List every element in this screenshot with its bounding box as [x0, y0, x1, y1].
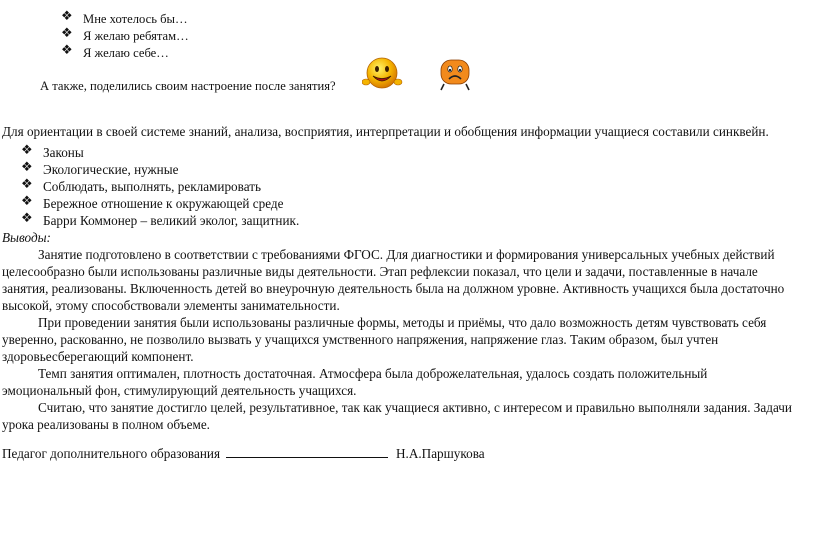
diamond-bullet-icon	[22, 182, 33, 193]
signature-line	[2, 445, 485, 462]
sinkwein-list-text: Соблюдать, выполнять, рекламировать	[43, 179, 261, 194]
happy-smiley-icon	[362, 56, 404, 92]
paragraph-line: занятия, реализованы. Включенность детей во внеурочную деятельность была на должном уровне. Активность учащихся была достаточно	[2, 281, 785, 296]
paragraph-line: эмоциональный фон, стимулирующий деятельность учащихся.	[2, 383, 357, 398]
paragraph-line: целесообразно были использованы различные виды деятельности. Этап рефлексии показал, что цели и задачи, поставленные в начале	[2, 264, 758, 279]
sinkwein-list-item	[22, 162, 178, 178]
top-list-text: Я желаю ребятам…	[83, 29, 189, 43]
paragraph-line: Считаю, что занятие достигло целей, результативное, так как учащиеся активно, с интересом и правильно выполняли задания. Задачи	[38, 400, 792, 415]
sinkwein-intro: Для ориентации в своей системе знаний, анализа, восприятия, интерпретации и обобщения информации учащиеся составили синквейн.	[2, 124, 769, 139]
mood-question: А также, поделились своим настроение после занятия?	[40, 79, 336, 93]
sinkwein-list-text: Бережное отношение к окружающей среде	[43, 196, 284, 211]
paragraph-line: высокой, этому способствовали элементы занимательности.	[2, 298, 340, 313]
top-list-text: Я желаю себе…	[83, 46, 169, 60]
top-list-item	[62, 46, 169, 61]
diamond-bullet-icon	[22, 148, 33, 159]
paragraph-line: уверенно, раскованно, не позволило вызвать у учащихся умственного напряжения, напряжение глаз. Таким образом, был учтен	[2, 332, 719, 347]
top-list-item	[62, 29, 189, 44]
paragraph-line: Темп занятия оптимален, плотность достаточная. Атмосфера была доброжелательная, удалось создать положительный	[38, 366, 708, 381]
signature-role: Педагог дополнительного образования	[2, 446, 221, 461]
sinkwein-list-item	[22, 196, 283, 212]
top-list-text: Мне хотелось бы…	[83, 12, 188, 26]
sinkwein-list-text: Законы	[43, 145, 84, 160]
diamond-bullet-icon	[62, 14, 73, 25]
paragraph-line: здоровьесберегающий компонент.	[2, 349, 194, 364]
paragraph-line: урока реализованы в полном объеме.	[2, 417, 210, 432]
sad-smiley-icon	[436, 58, 474, 92]
signature-name: Н.А.Паршукова	[396, 446, 485, 461]
paragraph-line: Занятие подготовлено в соответствии с требованиями ФГОС. Для диагностики и формирования универсальных учебных действий	[38, 247, 775, 262]
diamond-bullet-icon	[62, 31, 73, 42]
diamond-bullet-icon	[22, 216, 33, 227]
diamond-bullet-icon	[62, 48, 73, 59]
diamond-bullet-icon	[22, 165, 33, 176]
sinkwein-list-item	[22, 179, 261, 195]
sinkwein-list-text: Барри Коммонер – великий эколог, защитник.	[43, 213, 300, 228]
sinkwein-list-text: Экологические, нужные	[43, 162, 179, 177]
diamond-bullet-icon	[22, 199, 33, 210]
signature-blank	[226, 445, 388, 458]
conclusions-heading: Выводы:	[2, 230, 51, 245]
top-list-item	[62, 12, 188, 27]
paragraph-line: При проведении занятия были использованы различные формы, методы и приёмы, что дало возможность детям чувствовать себя	[38, 315, 767, 330]
sinkwein-list-item	[22, 213, 299, 229]
